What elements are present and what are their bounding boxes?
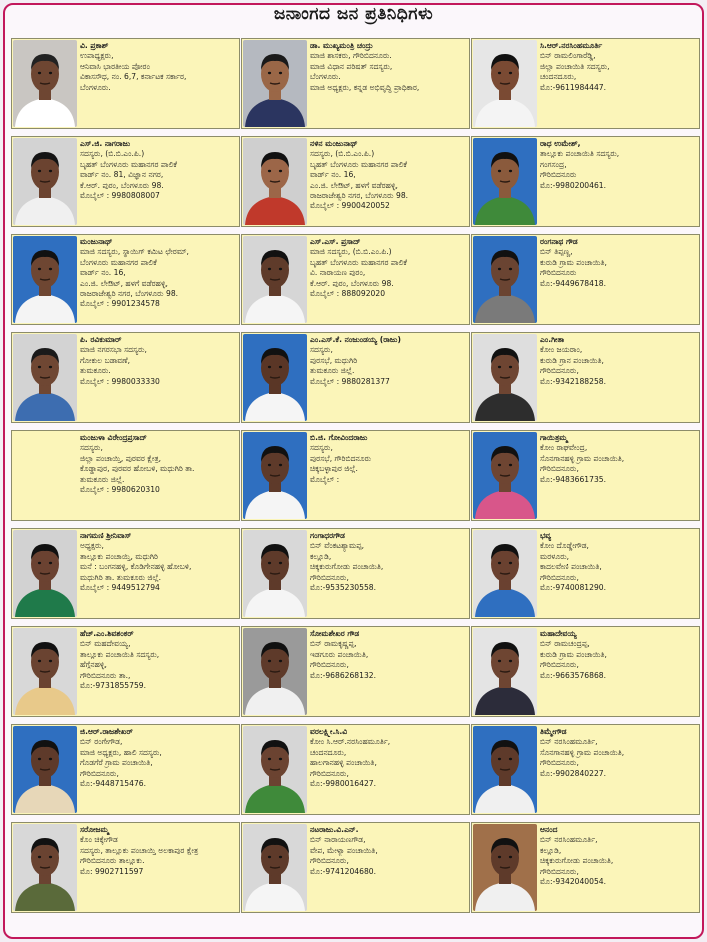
portrait-photo — [243, 824, 307, 911]
portrait-photo — [473, 138, 537, 225]
representative-detail-line: ಕಾದಲವೇಣಿ ಪಂಚಾಯಿತಿ, — [540, 562, 602, 572]
representative-detail-line: ತಾಲ್ಲೂಕು ಪಂಚಾಯಿತಿ ಸದಸ್ಯರು, — [540, 149, 620, 159]
representative-detail-line: ಗೌರಿಬಿದನೂರು, — [310, 768, 349, 778]
representative-detail-line: ಗೌರಿಬಿದನೂರು, — [540, 366, 579, 376]
representative-detail-line: ಮಾಜಿ ಸದಸ್ಯರು, (ಬಿ.ಬಿ.ಎಂ.ಪಿ.) — [310, 247, 392, 257]
representative-details — [310, 335, 466, 420]
representative-details — [80, 531, 236, 616]
representative-details — [540, 531, 696, 616]
representative-detail-line: ಪುರಸಭೆ, ಗೌರಿಬಿದನೂರು — [310, 453, 371, 463]
portrait-photo — [243, 628, 307, 715]
representative-detail-line: ಸದಸ್ಯರು, (ಬಿ.ಬಿ.ಎಂ.ಪಿ.) — [310, 149, 375, 159]
representative-detail-line: ಕುರುಡಿ ಗ್ರಾನ ಪಂಚಾಯಿತಿ, — [540, 355, 604, 365]
representative-detail-line: ಮೊ:-9483661735. — [540, 474, 607, 484]
representative-card — [11, 136, 240, 227]
representative-detail-line: ಮೊಬೈಲ್ : 9980033330 — [80, 376, 160, 386]
portrait-photo — [243, 334, 307, 421]
portrait-photo — [13, 432, 77, 519]
portrait-photo — [473, 628, 537, 715]
representative-detail-line: ಮೊ:-9663576868. — [540, 670, 607, 680]
representative-detail-line: ಗೌರಿಬಿದನೂರು, — [80, 768, 119, 778]
representative-card — [241, 136, 470, 227]
representative-detail-line: ಹೆಗ್ಗೆನಹಳ್ಳಿ, — [80, 660, 107, 670]
representative-detail-line: ಚಂದನದೂರು, — [310, 747, 347, 757]
representative-detail-line: ಕೋಂ ಸಿ.ಆರ್.ನರಸಿಂಹಮೂರ್ತಿ, — [310, 737, 391, 747]
representative-details — [310, 237, 466, 322]
portrait-photo — [243, 236, 307, 323]
representative-detail-line: ಮಾಜಿ ಶಾಸಕರು, ಗೌರಿಬಿದನೂರು. — [310, 51, 392, 61]
representative-name: ಮಂಜುನಾಥ್ — [80, 237, 113, 246]
representative-card — [471, 724, 700, 815]
portrait-photo — [13, 334, 77, 421]
representative-details — [540, 727, 696, 812]
representative-name: ಗಂಗಾಧರಗೌಡ — [310, 531, 345, 540]
representative-name: ಭವ್ಯ — [540, 531, 552, 540]
representative-details — [80, 727, 236, 812]
representative-detail-line: ಮನೆ : ಬಂಗನಹಳ್ಳಿ, ಕೊಡಿಗೇನಹಳ್ಳಿ ಹೋಬಳಿ, — [80, 562, 192, 572]
representative-detail-line: ಕೊಂ ಚಿಕ್ಕೇಗೌಡ — [80, 835, 118, 845]
representative-detail-line: ಮೊ:-9611984447. — [540, 82, 607, 92]
representative-details — [310, 825, 466, 910]
representative-detail-line: ಚಿಕ್ಕಕುರುಗೋಡು ಪಂಚಾಯಿತಿ, — [310, 562, 384, 572]
representative-detail-line: ಮೊಬೈಲ್ : 9901234578 — [80, 299, 160, 309]
portrait-photo — [243, 726, 307, 813]
representative-detail-line: ಸದಸ್ಯರು, — [80, 443, 103, 453]
representative-detail-line: ಬಿನ್ ನಾರಾಯಣಗೌಡ, — [310, 835, 366, 845]
representative-details — [540, 139, 696, 224]
representative-detail-line: ಮೊ:-9980200461. — [540, 180, 607, 190]
representative-card — [241, 822, 470, 913]
representative-detail-line: ಕೆ.ಆರ್. ಪುರಂ, ಬೆಂಗಳೂರು 98. — [310, 278, 394, 288]
representative-name: ಎಂ.ಎಸ್.ಕೆ. ನಂಜುಂಡಯ್ಯ (ರಾಜು) — [310, 335, 401, 344]
representative-detail-line: ಬಿನ್ ರಾಮಚಂದ್ರಪ್ಪ, — [540, 639, 590, 649]
representative-detail-line: ಉಪಾಧ್ಯಕ್ಷರು, — [80, 51, 114, 61]
representative-details — [310, 41, 466, 126]
representative-detail-line: ರಾಜರಾಜೇಶ್ವರಿ ನಗರ, ಬೆಂಗಳೂರು 98. — [80, 289, 179, 299]
representative-details — [310, 139, 466, 224]
representative-detail-line: ಗೌರಿಬಿದನೂರು ತಾ., — [80, 670, 131, 680]
representative-card — [11, 332, 240, 423]
representative-detail-line: ಮೊಬೈಲ್ : 9980620310 — [80, 485, 160, 495]
representative-detail-line: ಕುರುಡಿ ಗ್ರಾಮ ಪಂಚಾಯಿತಿ, — [540, 257, 607, 267]
representative-name: ಬಿ.ಜಿ. ಗೋವಿಂದರಾಜು — [310, 433, 368, 442]
portrait-photo — [13, 824, 77, 911]
representative-detail-line: ಪುರಸಭೆ, ಮಧುಗಿರಿ — [310, 355, 358, 365]
representative-details — [540, 335, 696, 420]
portrait-photo — [243, 40, 307, 127]
representative-details — [80, 825, 236, 910]
representative-detail-line: ಜಿಲ್ಲಾ ಪಂಚಾಯ್ತಿ, ಪುರವರ ಕ್ಷೇತ್ರ, — [80, 453, 162, 463]
representative-detail-line: ಮಾಜಿ ಸದಸ್ಯರು, ಸ್ಥಾಯಿಗ್ ಕಮಿಟ ಛೇರಮ್, — [80, 247, 189, 257]
representative-detail-line: ತುಮಕೂರು ಜಿಲ್ಲೆ. — [80, 474, 125, 484]
representative-detail-line: ಬೆಂಗಳೂರು ಮಹಾನಗರ ಪಾಲಿಕೆ — [80, 257, 157, 267]
representative-detail-line: ಕೋಂ ರಾಘವೇಂದ್ರ, — [540, 443, 588, 453]
representative-name: ಸೋಮಶೇಖರ ಗೌಡ — [310, 629, 360, 638]
representative-card — [241, 234, 470, 325]
representative-detail-line: ಗೌರಿಬಿದನೂರು, — [540, 572, 579, 582]
representative-detail-line: ಹಾಲಗಾನಹಳ್ಳಿ ಪಂಚಾಯಿತಿ, — [310, 758, 377, 768]
representative-name: ಪಿ. ರವಿಕುಮಾರ್ — [80, 335, 122, 344]
representative-name: ರಾಧ ಉಮೇಶ್, — [540, 139, 581, 148]
representative-name: ಮಂಜುಳಾ ವಿರೇಂದ್ರಪ್ರಸಾದ್ — [80, 433, 147, 442]
representative-details — [80, 41, 236, 126]
representative-details — [80, 629, 236, 714]
representative-card — [11, 38, 240, 129]
portrait-photo — [473, 40, 537, 127]
representative-detail-line: ವೇಪ, ಮೇಳ್ಯಾ ಪಂಚಾಯಿತಿ, — [310, 845, 378, 855]
representative-detail-line: ಗೌರಿಬಿದನೂರು — [540, 268, 577, 278]
portrait-photo — [13, 236, 77, 323]
representative-detail-line: ಬೃಹತ್ ಬೆಂಗಳೂರು ಮಹಾನಗರ ಪಾಲಿಕೆ — [310, 257, 407, 267]
representative-details — [540, 41, 696, 126]
representative-detail-line: ವಾರ್ಡ್ ನಂ. 16, — [310, 170, 356, 180]
representative-detail-line: ಗೌರಿಬಿದನೂರು, — [540, 464, 579, 474]
representative-card — [241, 724, 470, 815]
representative-detail-line: ಕೊಡ್ಡಾಪುರ, ಪುರವರ ಹೋಬಳಿ, ಮಧುಗಿರಿ ತಾ. — [80, 464, 195, 474]
representative-detail-line: ಚಿಕ್ಕಕುರುಗೋಡು ಪಂಚಾಯಿತಿ, — [540, 856, 614, 866]
portrait-photo — [243, 432, 307, 519]
representative-detail-line: ಕೆ.ಆರ್. ಪುರಂ, ಬೆಂಗಳೂರು 98. — [80, 180, 164, 190]
representative-detail-line: ಬಿನ್ ರಂಗೇಗೌಡ, — [80, 737, 123, 747]
representative-detail-line: ಗೌರಿಬಿದನೂರು, — [540, 758, 579, 768]
portrait-photo — [473, 726, 537, 813]
portrait-photo — [473, 432, 537, 519]
representative-name: ವಿ. ಪ್ರಕಾಶ್ — [80, 41, 109, 50]
portrait-photo — [13, 40, 77, 127]
representative-detail-line: ಮೊ:-9980016427. — [310, 779, 377, 789]
representative-detail-line: ಗೊಡಗೆರೆ ಗ್ರಾಮ ಪಂಚಾಯಿತಿ, — [80, 758, 153, 768]
representative-detail-line: ಸದಸ್ಯರು, — [310, 345, 333, 355]
representative-details — [540, 237, 696, 322]
portrait-photo — [473, 334, 537, 421]
portrait-photo — [13, 628, 77, 715]
representative-detail-line: ವಿಕಾಸಸೌಧ, ನಂ. 6,7, ಕರ್ನಾಟಕ ಸರ್ಕಾರ, — [80, 72, 187, 82]
representative-detail-line: ಬೃಹತ್ ಬೆಂಗಳೂರು ಮಹಾನಗರ ಪಾಲಿಕೆ — [80, 159, 177, 169]
representative-detail-line: ಮೊ:-9448715476. — [80, 779, 147, 789]
representative-details — [540, 629, 696, 714]
portrait-photo — [13, 726, 77, 813]
portrait-photo — [473, 824, 537, 911]
representative-name: ನಳಿನ ಮಂಜುನಾಥ್ — [310, 139, 358, 148]
representative-card — [471, 136, 700, 227]
page-title: ಜನಾಂಗದ ಜನ ಪ್ರತಿನಿಧಿಗಳು — [273, 4, 434, 24]
representative-card — [471, 528, 700, 619]
representative-detail-line: ಬಿನ್ ತಿಪ್ಪಣ್ಣ, — [540, 247, 573, 257]
representative-card — [241, 430, 470, 521]
representative-detail-line: ಅಧ್ಯಕ್ಷರು, — [80, 541, 104, 551]
representative-detail-line: ಬಿನ್ ನರಸಿಂಹಮೂರ್ತಿ, — [540, 835, 598, 845]
representative-details — [80, 433, 236, 518]
representative-detail-line: ಮೊ:-9686268132. — [310, 670, 377, 680]
portrait-photo — [13, 138, 77, 225]
representative-detail-line: ಬೆಂಗಳೂರು. — [80, 82, 111, 92]
representative-name: ಡಾ. ಮುಖ್ಯಮಂತ್ರಿ ಚಂದ್ರು — [310, 41, 374, 50]
representative-card — [471, 626, 700, 717]
representative-detail-line: ಗಂಗಸಂದ್ರ, — [540, 159, 567, 169]
portrait-photo — [243, 138, 307, 225]
representative-card — [471, 822, 700, 913]
representative-details — [310, 727, 466, 812]
portrait-photo — [13, 530, 77, 617]
representative-details — [80, 335, 236, 420]
representative-detail-line: ವಾರ್ಡ್ ನಂ. 16, — [80, 268, 126, 278]
representative-detail-line: ಚಿಕ್ಕಬಳ್ಳಾಪುರ ಜಿಲ್ಲೆ. — [310, 464, 358, 474]
representative-detail-line: ತಾಲ್ಲೂಕು ಪಂಚಾಯ್ತಿ, ಮಧುಗಿರಿ — [80, 551, 159, 561]
representative-detail-line: ತಾಲ್ಲೂಕು ಪಂಚಾಯಿತಿ ಸದಸ್ಯರು, — [80, 649, 160, 659]
representative-detail-line: ಮೊಬೈಲ್ : 9449512794 — [80, 583, 160, 593]
representative-detail-line: ಕುರುಡಿ ಗ್ರಾಮ ಪಂಚಾಯಿತಿ, — [540, 649, 607, 659]
representative-detail-line: ಮೊ:-9342040054. — [540, 877, 607, 887]
representative-details — [540, 433, 696, 518]
portrait-photo — [243, 530, 307, 617]
representative-card — [11, 234, 240, 325]
representative-detail-line: ಮಧುಗಿರಿ ತಾ. ತುಮಕೂರು ಜಿಲ್ಲೆ. — [80, 572, 162, 582]
representative-detail-line: ಗೋಕುಲ ಬಡಾವಣೆ, — [80, 355, 131, 365]
representative-detail-line: ಮೊ:-9740081290. — [540, 583, 607, 593]
portrait-photo — [473, 530, 537, 617]
representative-detail-line: ಕೋಂ ದೊಡ್ಡೇಗೌಡ, — [540, 541, 589, 551]
representative-detail-line: ಬಿನ್ ನರಸಿಂಹಮೂರ್ತಿ, — [540, 737, 598, 747]
representative-card — [11, 724, 240, 815]
representative-detail-line: ಮೊ:-9741204680. — [310, 866, 377, 876]
representative-detail-line: ತುಮಕೂರು. — [80, 366, 111, 376]
representative-card — [241, 332, 470, 423]
representative-detail-line: ಎಂ.ಜಿ. ಲೇಔಟ್, ಹಳಗೆ ವಡೆರಹಳ್ಳಿ, — [80, 278, 168, 288]
representative-detail-line: ಗೌರಿಬಿದನೂರು — [540, 170, 577, 180]
representative-detail-line: ಜಿಲ್ಲಾ ಪಂಚಾಯಿತಿ ಸದಸ್ಯರು, — [540, 61, 610, 71]
representative-name: ಎಂ.ಗೀತಾ — [540, 335, 565, 344]
representative-detail-line: ಮೊ: 9902711597 — [80, 866, 144, 876]
representative-detail-line: ಬಿನ್ ವೆಂಕಟಶ್ಯಾಮಪ್ಪ, — [310, 541, 365, 551]
representative-name: ನಟರಾಜು.ವಿ.ಎನ್. — [310, 825, 359, 834]
representative-card — [11, 822, 240, 913]
representative-name: ಆನಂದ — [540, 825, 558, 834]
representative-name: ಗಾಯಿತ್ರಮ್ಮ — [540, 433, 568, 442]
representative-details — [80, 237, 236, 322]
representative-detail-line: ವಿ. ನಾರಾಯಣ ಪುರಂ, — [310, 268, 366, 278]
representative-details — [540, 825, 696, 910]
representative-detail-line: ಚಂದನದೂರು, — [540, 72, 577, 82]
representative-detail-line: ಮೊ:-9902840227. — [540, 768, 607, 778]
representative-detail-line: ಮೊಬೈಲ್ : — [310, 474, 340, 484]
representative-name: ನಾಗಮಣಿ ಶ್ರೀನಿವಾಸ್ — [80, 531, 132, 540]
representative-name: ಹೆಚ್.ಎಂ.ಶಿವಶಂಕರ್ — [80, 629, 134, 638]
representative-detail-line: ಮೊ:-9535230558. — [310, 583, 377, 593]
representative-name: ರಂಗನಾಥ ಗೌಡ — [540, 237, 578, 246]
representative-detail-line: ಮೊ:-9449678418. — [540, 278, 607, 288]
representative-detail-line: ಮಾಜಿ ನಗರಸಭಾ ಸದಸ್ಯರು, — [80, 345, 147, 355]
representative-detail-line: ವಾರ್ಡ್ ನಂ. 81, ವಿಜ್ಞಾನ ನಗರ, — [80, 170, 164, 180]
representative-name: ವರಲಕ್ಷ್ಮೀ.ಸಿ.ವಿ — [310, 727, 348, 736]
representative-card — [241, 528, 470, 619]
representative-details — [80, 139, 236, 224]
representative-card — [11, 626, 240, 717]
representative-card — [241, 626, 470, 717]
representative-detail-line: ಕೋಂ ಜಯರಾಂ, — [540, 345, 583, 355]
representative-card — [471, 332, 700, 423]
representative-detail-line: ಗೌರಿಬಿದನೂರು, — [310, 572, 349, 582]
representative-detail-line: ಸದಸ್ಯರು, ತಾಲ್ಲೂಕು ಪಂಚಾಯ್ತಿ ಅಲಕಾಪುರ ಕ್ಷೇತ್ರ — [80, 845, 199, 855]
representative-detail-line: ಮಾಜಿ ವಿಧಾನ ಪರಿಷತ್ ಸದಸ್ಯರು, — [310, 61, 393, 71]
representative-detail-line: ಮೊ:-9342188258. — [540, 376, 607, 386]
representative-name: ಜಿ.ಆರ್.ರಾಜಶೇಖರ್ — [80, 727, 133, 736]
representative-card — [241, 38, 470, 129]
representative-details — [310, 531, 466, 616]
representative-detail-line: ಮೊಬೈಲ್ : 9900420052 — [310, 201, 390, 211]
representative-detail-line: ಬಿನ್ ಮಹದೇವಯ್ಯ, — [80, 639, 131, 649]
representative-detail-line: ಕಲ್ಲೂಡಿ, — [540, 845, 562, 855]
representative-detail-line: ಎಂ.ಜಿ. ಲೇಔಟ್, ಹಳಗೆ ವಡೆರಹಳ್ಳಿ, — [310, 180, 398, 190]
representatives-grid — [11, 38, 699, 913]
representative-detail-line: ಗೌರಿಬಿದನೂರು, — [310, 856, 349, 866]
representative-detail-line: ಮಾಜಿ ಅಧ್ಯಕ್ಷರು, ಹಾಲಿ ಸದಸ್ಯರು, — [80, 747, 162, 757]
representative-detail-line: ಸದಸ್ಯರು, — [310, 443, 333, 453]
representative-detail-line: ಬಿನ್ ರಾಮಲಿಂಗಾರೆಡ್ಡಿ, — [540, 51, 596, 61]
representative-detail-line: ತುಮಕೂರು ಜಿಲ್ಲೆ. — [310, 366, 355, 376]
representative-detail-line: ಮೊಬೈಲ್ : 888092020 — [310, 289, 386, 299]
representative-detail-line: ಆನಿವಾಸಿ ಭಾರತೀಯ ಪೋರಂ — [80, 61, 150, 71]
representative-card — [11, 430, 240, 521]
representative-details — [310, 433, 466, 518]
representative-card — [11, 528, 240, 619]
representative-detail-line: ಗೌರಿಬಿದನೂರು ತಾಲ್ಲೂಕು. — [80, 856, 145, 866]
representative-details — [310, 629, 466, 714]
representative-detail-line: ಗೌರಿಬಿದನೂರು, — [540, 660, 579, 670]
representative-detail-line: ಗೌರಿಬಿದನೂರು, — [310, 660, 349, 670]
representative-detail-line: ಬೃಹತ್ ಬೆಂಗಳೂರು ಮಹಾನಗರ ಪಾಲಿಕೆ — [310, 159, 407, 169]
representative-detail-line: ಮೊಬೈಲ್ : 9880281377 — [310, 376, 390, 386]
representative-name: ಸಿ.ಆರ್.ನರಸಿಂಹಮೂರ್ತಿ — [540, 41, 603, 50]
representative-detail-line: ಮೊಬೈಲ್ : 9980808007 — [80, 191, 160, 201]
representative-card — [471, 430, 700, 521]
representative-name: ಎಸ್.ಜಿ. ನಾಗರಾಜು — [80, 139, 131, 148]
representative-detail-line: ಸದಸ್ಯರು, (ಬಿ.ಬಿ.ಎಂ.ಪಿ.) — [80, 149, 145, 159]
representative-name: ತಿಮ್ಮೇಗೌಡ — [540, 727, 567, 736]
representative-detail-line: ಇಡಗೂರು ಪಂಚಾಯಿತಿ, — [310, 649, 369, 659]
representative-detail-line: ಗೌರಿಬಿದನೂರು, — [540, 866, 579, 876]
representative-name: ಸರೋಜಮ್ಮ — [80, 825, 109, 834]
representative-detail-line: ರಾಜರಾಜೇಶ್ವರಿ ನಗರ, ಬೆಂಗಳೂರು 98. — [310, 191, 409, 201]
representative-name: ಮಹಾದೇವಯ್ಯ — [540, 629, 577, 638]
representative-detail-line: ಕಲ್ಲೂಡಿ, — [310, 551, 332, 561]
representative-detail-line: ಸೊನಗಾನಹಳ್ಳಿ ಗ್ರಾಮ ಪಂಚಾಯಿತಿ, — [540, 453, 625, 463]
representative-card — [471, 38, 700, 129]
representative-detail-line: ಮಾಜಿ ಅಧ್ಯಕ್ಷರು, ಕನ್ನಡ ಅಭಿವೃದ್ಧಿ ಪ್ರಾಧಿಕಾರ, — [310, 82, 420, 92]
representative-detail-line: ಬಿನ್ ರಾಮಕೃಷ್ಣಪ್ಪ, — [310, 639, 357, 649]
portrait-photo — [473, 236, 537, 323]
representative-detail-line: ಮರಳೂರು, — [540, 551, 570, 561]
representative-detail-line: ಸೊನಗಾನಹಳ್ಳಿ ಗ್ರಾಮ ಪಂಚಾಯಿತಿ, — [540, 747, 625, 757]
representative-detail-line: ಮೊ:-9731855759. — [80, 681, 147, 691]
representative-detail-line: ಬೆಂಗಳೂರು. — [310, 72, 341, 82]
representative-name: ಎಸ್.ಎಸ್. ಪ್ರಸಾದ್ — [310, 237, 361, 246]
representative-card — [471, 234, 700, 325]
